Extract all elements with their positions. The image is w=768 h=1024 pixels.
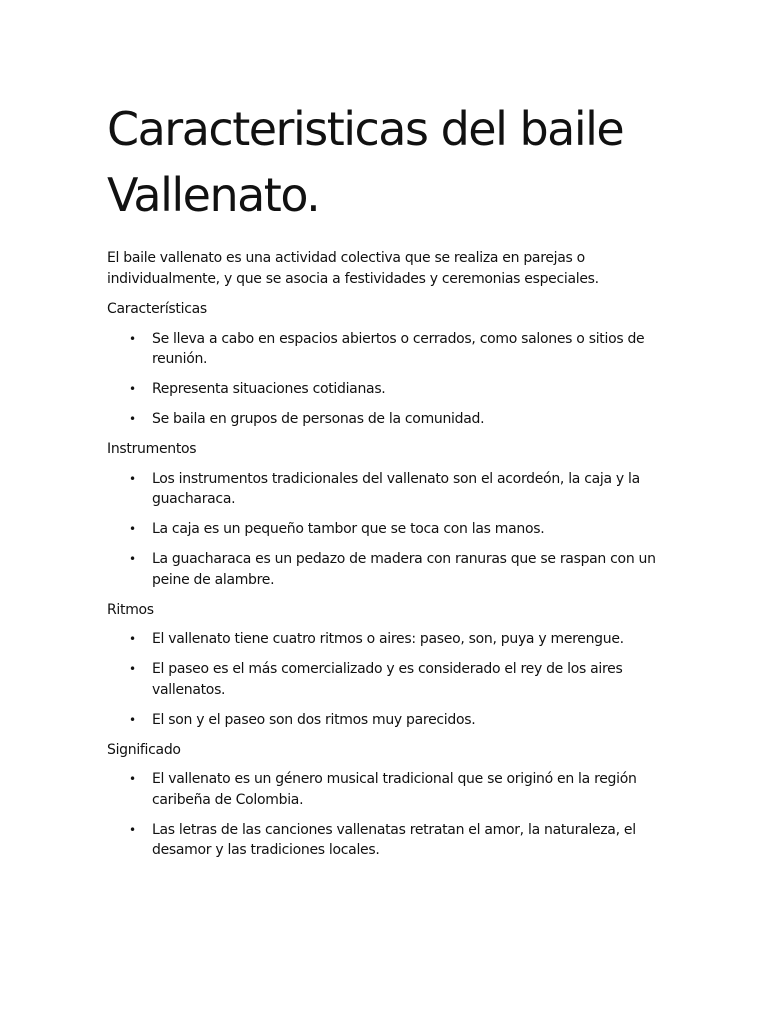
intro-paragraph: El baile vallenato es una actividad colectiva que se realiza en parejas o individualmente, y que se asocia a festividades y ceremonias especiales. [107, 250, 599, 287]
list-item-text: La guacharaca es un pedazo de madera con ranuras que se raspan con un peine de alambre. [152, 551, 656, 588]
list-item [107, 549, 667, 590]
section-heading: Características [107, 301, 207, 317]
section-significado [107, 740, 667, 861]
bullet-icon: • [129, 412, 136, 426]
bullet-icon: • [129, 382, 136, 396]
bullet-icon: • [129, 662, 136, 676]
list-item [107, 629, 667, 650]
list-item [107, 469, 667, 510]
bullet-icon: • [129, 772, 136, 786]
bullet-list [107, 629, 667, 730]
document-title: Caracteristicas del baile Vallenato. [107, 102, 624, 222]
list-item [107, 519, 667, 540]
section-caracteristicas [107, 299, 667, 430]
section-instrumentos [107, 439, 667, 590]
list-item [107, 379, 667, 400]
bullet-icon: • [129, 522, 136, 536]
list-item-text: El son y el paseo son dos ritmos muy parecidos. [152, 711, 476, 728]
document-page [107, 96, 667, 870]
bullet-icon: • [129, 471, 136, 486]
list-item [107, 329, 667, 370]
list-item [107, 769, 667, 810]
list-item-text: El paseo es el más comercializado y es considerado el rey de los aires vallenatos. [152, 661, 623, 698]
list-item-text: La caja es un pequeño tambor que se toca con las manos. [152, 521, 545, 537]
list-item-text: Se lleva a cabo en espacios abiertos o cerrados, como salones o sitios de reunión. [152, 330, 645, 367]
bullet-list [107, 769, 667, 861]
list-item-text: Representa situaciones cotidianas. [152, 381, 386, 397]
list-item-text: El vallenato es un género musical tradicional que se originó en la región caribeña de Colombia. [152, 771, 637, 808]
list-item [107, 710, 667, 731]
section-heading: Instrumentos [107, 441, 197, 457]
section-heading: Significado [107, 741, 181, 758]
list-item-text: Los instrumentos tradicionales del vallenato son el acordeón, la caja y la guacharaca. [152, 470, 640, 507]
bullet-icon: • [129, 331, 136, 346]
bullet-list [107, 329, 667, 430]
list-item [107, 409, 667, 430]
list-item [107, 820, 667, 861]
list-item-text: El vallenato tiene cuatro ritmos o aires: paseo, son, puya y merengue. [152, 631, 624, 647]
bullet-icon: • [129, 712, 136, 727]
list-item-text: Las letras de las canciones vallenatas retratan el amor, la naturaleza, el desamor y las tradiciones locales. [152, 821, 636, 858]
section-ritmos [107, 600, 667, 731]
bullet-icon: • [129, 632, 136, 646]
bullet-icon: • [129, 822, 136, 837]
bullet-list [107, 469, 667, 591]
section-heading: Ritmos [107, 601, 154, 618]
list-item-text: Se baila en grupos de personas de la comunidad. [152, 411, 485, 427]
bullet-icon: • [129, 552, 136, 566]
list-item [107, 659, 667, 700]
